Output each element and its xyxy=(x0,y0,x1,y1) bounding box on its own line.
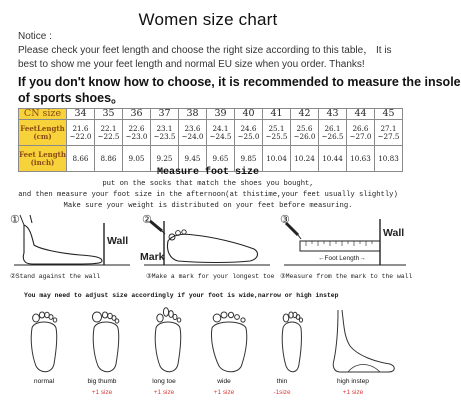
inch-length-cell: 10.24 xyxy=(291,146,319,172)
inch-header-bottom: (inch) xyxy=(30,157,55,167)
cn-size-cell: 41 xyxy=(263,109,291,120)
inch-length-cell: 10.04 xyxy=(263,146,291,172)
foot-type-size-thin: -1size xyxy=(273,389,291,396)
step-3-measure-illustration xyxy=(280,213,410,273)
cm-header-bottom: (cm) xyxy=(33,131,52,141)
cm-length-max: ~27.0 xyxy=(349,131,372,141)
inch-length-cell: 10.83 xyxy=(375,146,403,172)
foot-wide-icon xyxy=(211,312,246,372)
cn-size-cell: 40 xyxy=(235,109,263,120)
foot-high-instep-icon xyxy=(333,310,394,372)
inch-length-cell: 8.66 xyxy=(67,146,95,172)
foot-type-size-wide: +1 size xyxy=(213,389,235,396)
cm-length-max: ~23.5 xyxy=(153,131,176,141)
foot-type-label-thin: thin xyxy=(276,378,288,385)
table-row-cm xyxy=(19,120,403,146)
adjust-size-note: You may need to adjust size accordingly if your foot is wide,narrow or high instep xyxy=(24,292,339,299)
inch-length-cell: 8.86 xyxy=(95,146,123,172)
inch-length-cell: 10.44 xyxy=(319,146,347,172)
foot-type-size-high-instep: +1 size xyxy=(342,389,364,396)
measure-instructions xyxy=(0,179,416,212)
cm-header-top: FeetLength xyxy=(20,123,65,133)
page-title: Women size chart xyxy=(138,10,278,29)
cn-size-cell: 36 xyxy=(123,109,151,120)
cm-length-cell xyxy=(347,120,375,146)
cm-length-min: 21.6 xyxy=(72,123,89,133)
insole-line-1: If you don't know how to choose, it is recommended to measure the insole xyxy=(18,75,461,89)
inch-length-cell: 9.65 xyxy=(207,146,235,172)
cm-length-cell xyxy=(291,120,319,146)
foot-type-label-normal: normal xyxy=(33,378,55,385)
insole-recommendation xyxy=(18,74,461,106)
foot-type-size-big-thumb: +1 size xyxy=(91,389,113,396)
step-2-foot-illustration xyxy=(142,213,272,273)
insole-line-2: of sports shoes。 xyxy=(18,91,124,105)
cm-length-min: 24.6 xyxy=(240,123,257,133)
step-1-number: ① xyxy=(10,214,20,226)
cm-length-max: ~26.5 xyxy=(321,131,344,141)
step-2-mark-label: Mark xyxy=(140,251,165,263)
cm-length-max: ~24.5 xyxy=(209,131,232,141)
step-2-caption: ③Make a mark for your longest toe xyxy=(146,273,275,280)
foot-type-label-big-thumb: big thumb xyxy=(87,378,117,385)
cm-length-cell xyxy=(263,120,291,146)
cm-length-max: ~27.5 xyxy=(377,131,400,141)
cm-length-max: ~24.0 xyxy=(181,131,204,141)
step-3-wall-label: Wall xyxy=(383,227,405,239)
table-row-cn xyxy=(19,109,403,120)
cm-length-min: 25.1 xyxy=(268,123,285,133)
cm-length-cell xyxy=(179,120,207,146)
cn-size-cell: 42 xyxy=(291,109,319,120)
notice-label: Notice : xyxy=(18,31,52,42)
measure-line-2: and then measure your foot size in the afternoon(at thistime,your feet usually slightly) xyxy=(18,191,398,199)
cm-length-cell xyxy=(235,120,263,146)
foot-thin-icon xyxy=(282,312,302,372)
cn-size-cell: 35 xyxy=(95,109,123,120)
inch-length-cell: 9.45 xyxy=(179,146,207,172)
cm-length-min: 26.1 xyxy=(324,123,341,133)
cm-length-max: ~22.5 xyxy=(97,131,120,141)
cm-length-min: 25.6 xyxy=(296,123,313,133)
cm-length-cell xyxy=(95,120,123,146)
step-3-number: ③ xyxy=(280,214,290,226)
step-1-caption: ②Stand against the wall xyxy=(10,273,101,280)
cm-length-max: ~25.5 xyxy=(265,131,288,141)
cm-length-min: 23.6 xyxy=(184,123,201,133)
cn-size-cell: 43 xyxy=(319,109,347,120)
cm-length-min: 23.1 xyxy=(156,123,173,133)
cm-length-cell xyxy=(123,120,151,146)
cm-length-cell xyxy=(207,120,235,146)
inch-length-cell: 9.25 xyxy=(151,146,179,172)
cn-size-cell: 34 xyxy=(67,109,95,120)
cm-length-min: 22.6 xyxy=(128,123,145,133)
foot-long-toe-icon xyxy=(155,308,181,372)
notice-line-2: best to show me your feet length and normal EU size when you order. Thanks! xyxy=(18,59,365,70)
cm-length-max: ~23.0 xyxy=(125,131,148,141)
foot-type-label-wide: wide xyxy=(217,378,231,385)
cm-length-cell xyxy=(319,120,347,146)
cm-length-max: ~26.0 xyxy=(293,131,316,141)
step-1-wall-label: Wall xyxy=(107,235,129,247)
cm-length-min: 26.6 xyxy=(352,123,369,133)
cn-size-cell: 45 xyxy=(375,109,403,120)
cm-length-cell xyxy=(67,120,95,146)
cm-length-min: 22.1 xyxy=(100,123,117,133)
inch-length-cell: 9.05 xyxy=(123,146,151,172)
foot-type-label-long-toe: long toe xyxy=(152,378,176,385)
foot-big-thumb-icon xyxy=(92,312,118,372)
foot-type-label-high-instep: high instep xyxy=(337,378,369,385)
cn-size-cell: 39 xyxy=(207,109,235,120)
inch-length-cell: 9.85 xyxy=(235,146,263,172)
cn-size-header: CN size xyxy=(19,109,67,120)
foot-normal-icon xyxy=(31,312,57,372)
step-2-number: ② xyxy=(142,214,152,226)
notice-line-1: Please check your feet length and choose the right size according to this table， It is xyxy=(18,45,392,56)
measure-title: Measure foot size xyxy=(156,167,260,178)
cn-size-cell: 37 xyxy=(151,109,179,120)
foot-type-size-long-toe: +1 size xyxy=(153,389,175,396)
cm-length-max: ~25.0 xyxy=(237,131,260,141)
foot-types-illustration xyxy=(26,306,406,376)
size-table xyxy=(18,108,403,172)
cn-size-cell: 38 xyxy=(179,109,207,120)
inch-header-top: Feet Length xyxy=(19,149,66,159)
cm-length-min: 24.1 xyxy=(212,123,229,133)
cm-header xyxy=(19,120,67,146)
measure-line-1: put on the socks that match the shoes you bought, xyxy=(102,180,314,188)
cn-size-cell: 44 xyxy=(347,109,375,120)
cm-length-max: ~22.0 xyxy=(69,131,92,141)
cm-length-cell xyxy=(151,120,179,146)
notice-block xyxy=(18,30,410,72)
cm-length-min: 27.1 xyxy=(380,123,397,133)
step-3-foot-length-label: ←Foot Length→ xyxy=(318,255,366,262)
measure-line-3: Make sure your weight is distributed on your feet before measuring. xyxy=(63,202,353,210)
cm-length-cell xyxy=(375,120,403,146)
step-3-caption: ③Measure from the mark to the wall xyxy=(280,273,413,280)
inch-length-cell: 10.63 xyxy=(347,146,375,172)
